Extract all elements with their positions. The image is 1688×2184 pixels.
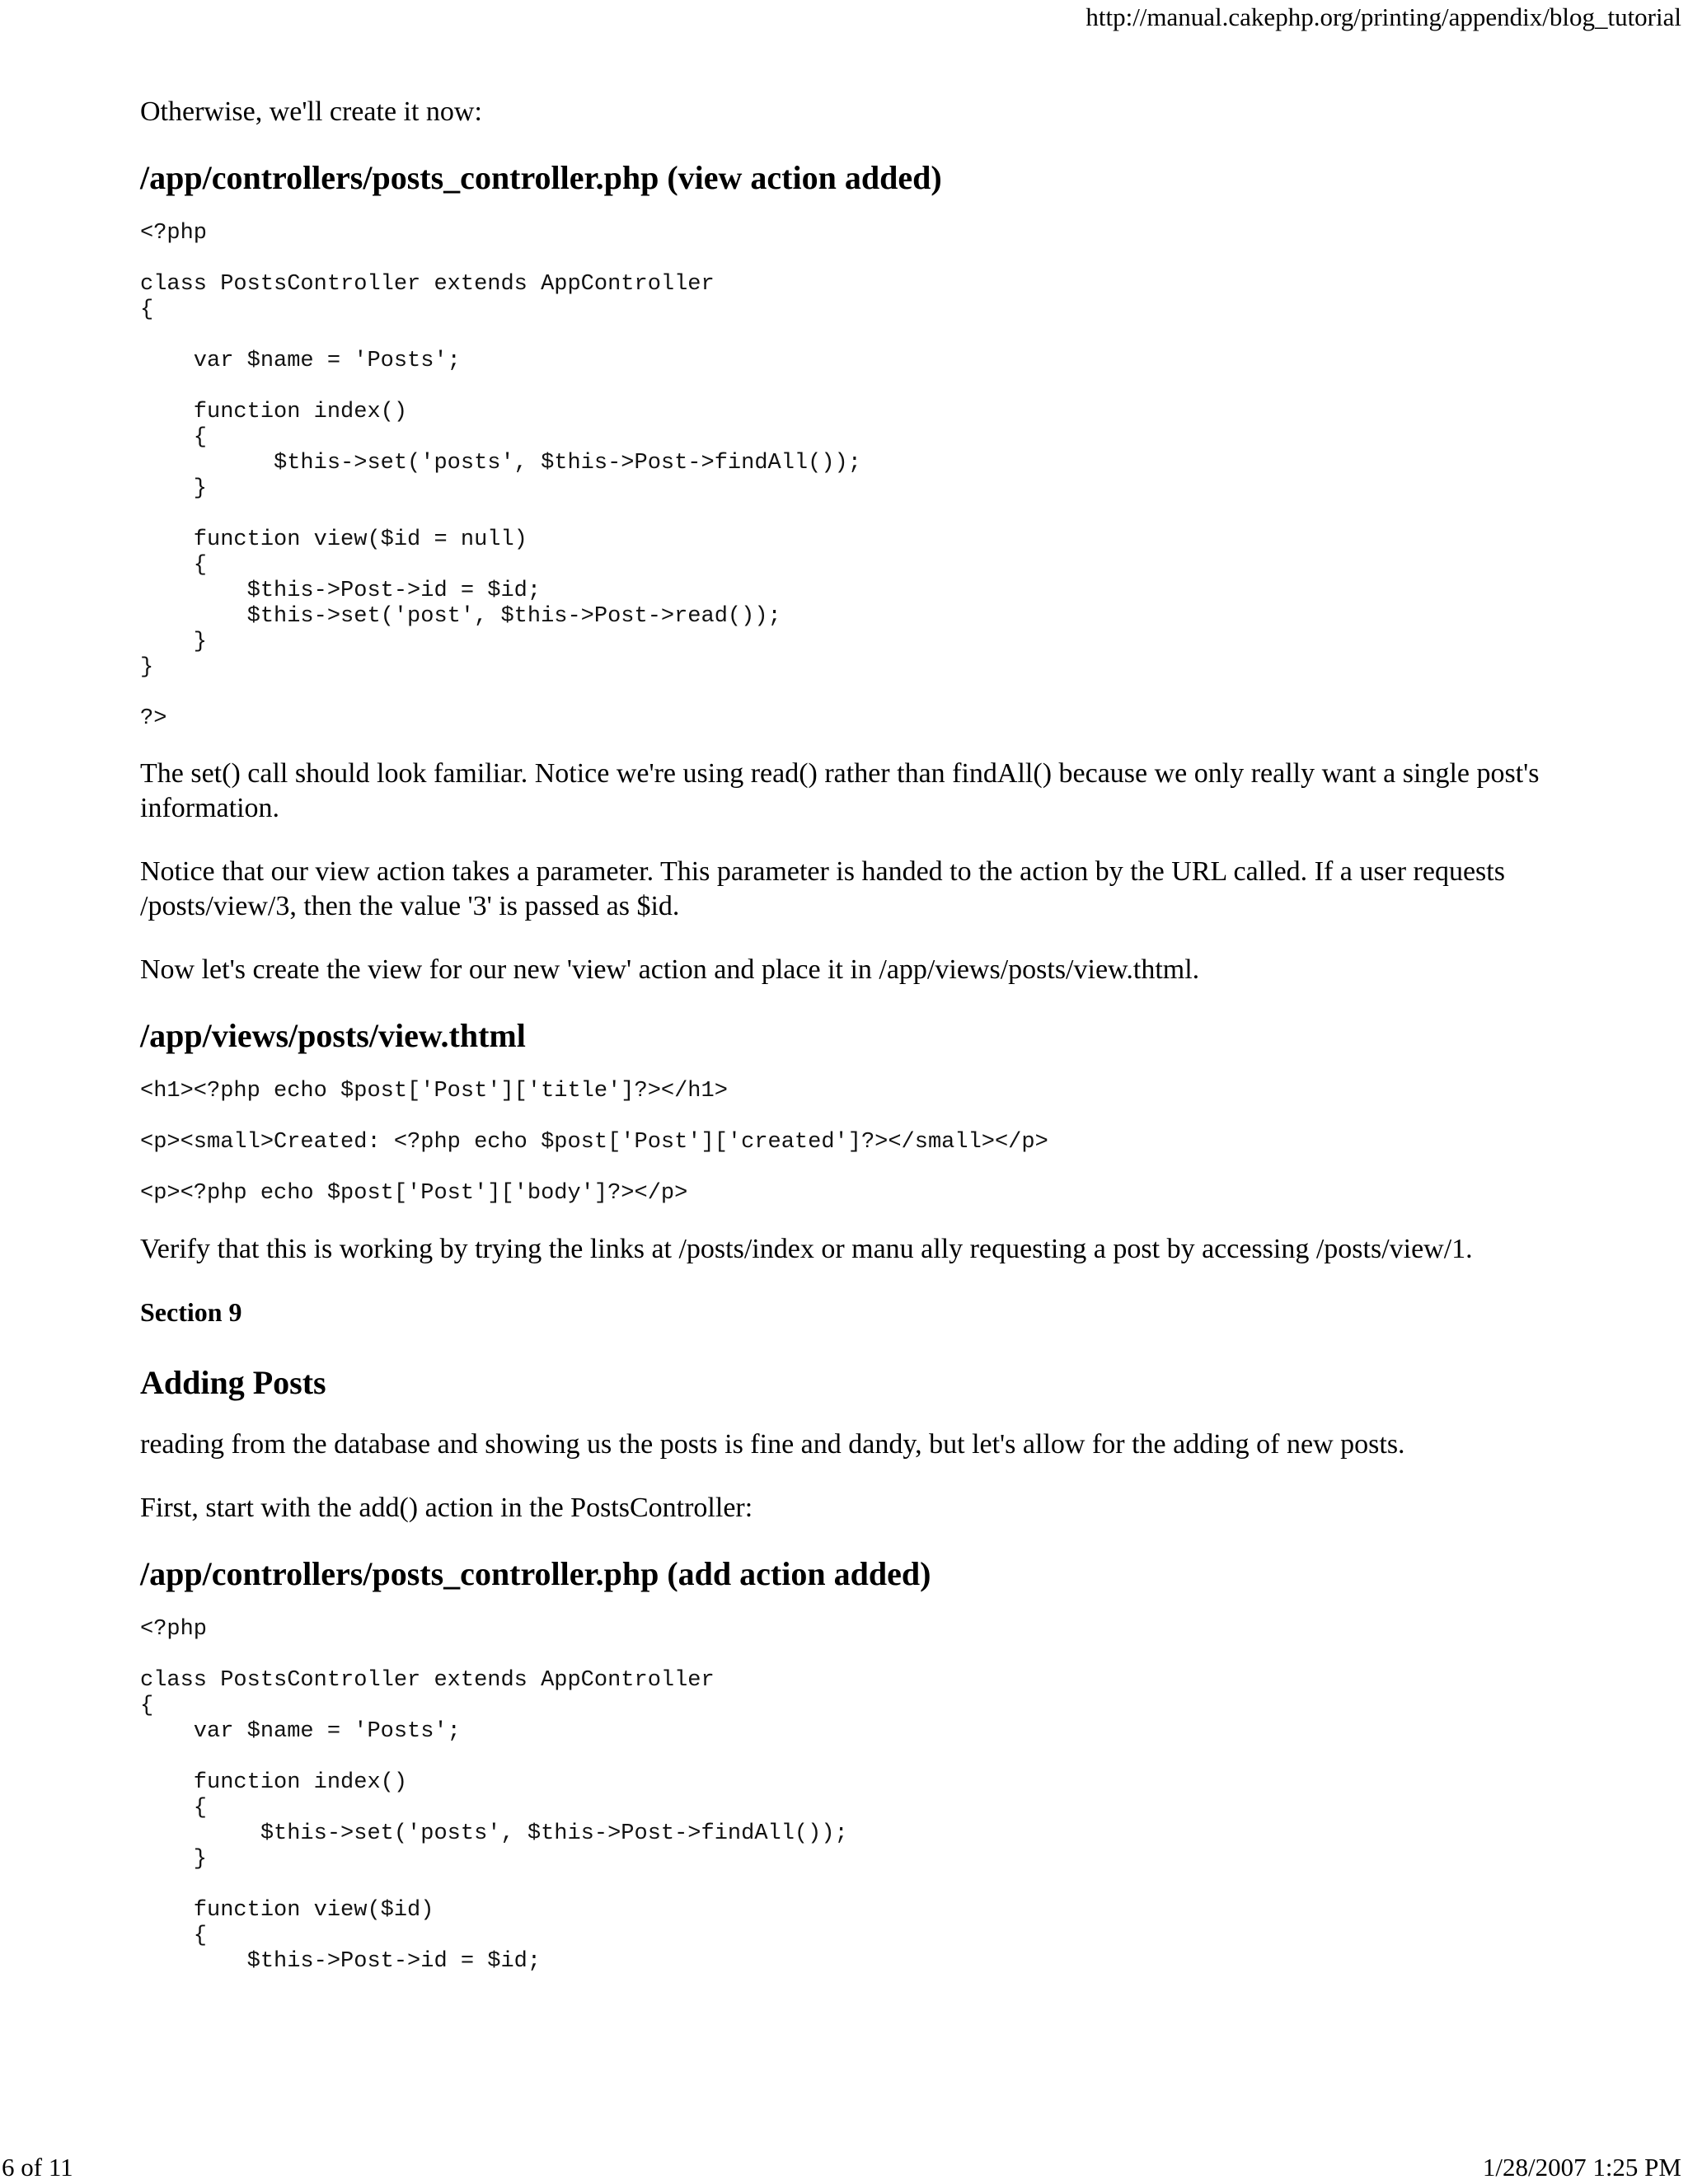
print-date-footer: 1/28/2007 1:25 PM [1482,2153,1681,2182]
view-code-line: <p><small>Created: <?php echo $post['Post']['created']?></small></p> [140,1130,1048,1155]
view-code-line: <h1><?php echo $post['Post']['title']?></h1> [140,1079,728,1104]
paragraph-set-call: The set() call should look familiar. Notice we're using read() rather than findAll() because we only really want a single post's information. [140,758,1540,823]
intro-text: Otherwise, we'll create it now: [140,96,482,127]
heading-controller-add: /app/controllers/posts_controller.php (add action added) [140,1555,931,1592]
view-code-line: <p><?php echo $post['Post']['body']?></p> [140,1181,688,1206]
section-title: Adding Posts [140,1364,326,1401]
code-block-controller-add: <?php class PostsController extends AppController { var $name = 'Posts'; function index() { $this->set('posts', $this->Post->findAll()); } function view($id) { $this->Post->id = $id; [140,1617,848,1974]
paragraph-first: First, start with the add() action in the PostsController: [140,1493,753,1523]
page-number-footer: 6 of 11 [2,2153,73,2182]
paragraph-create-view: Now let's create the view for our new 'view' action and place it in /app/views/posts/view.thtml. [140,954,1200,985]
paragraph-verify: Verify that this is working by trying the links at /posts/index or manu ally requesting a post by accessing /posts/view/1. [140,1234,1473,1264]
code-block-controller-view: <?php class PostsController extends AppController { var $name = 'Posts'; function index() { $this->set('posts', $this->Post->findAll()); } function view($id = null) { $this->Post->id = $id; $this->set('post', $this->Post->read()); } } ?> [140,221,861,731]
document-body [140,95,1558,1999]
heading-controller-view: /app/controllers/posts_controller.php (view action added) [140,159,942,196]
page-url-header: http://manual.cakephp.org/printing/appendix/blog_tutorial [1085,2,1681,31]
paragraph-reading: reading from the database and showing us the posts is fine and dandy, but let's allow for the adding of new posts. [140,1429,1405,1460]
paragraph-parameter: Notice that our view action takes a parameter. This parameter is handed to the action by the URL called. If a user requests /posts/view/3, then the value '3' is passed as $id. [140,856,1505,921]
heading-view-file: /app/views/posts/view.thtml [140,1017,526,1054]
section-label: Section 9 [140,1297,242,1327]
